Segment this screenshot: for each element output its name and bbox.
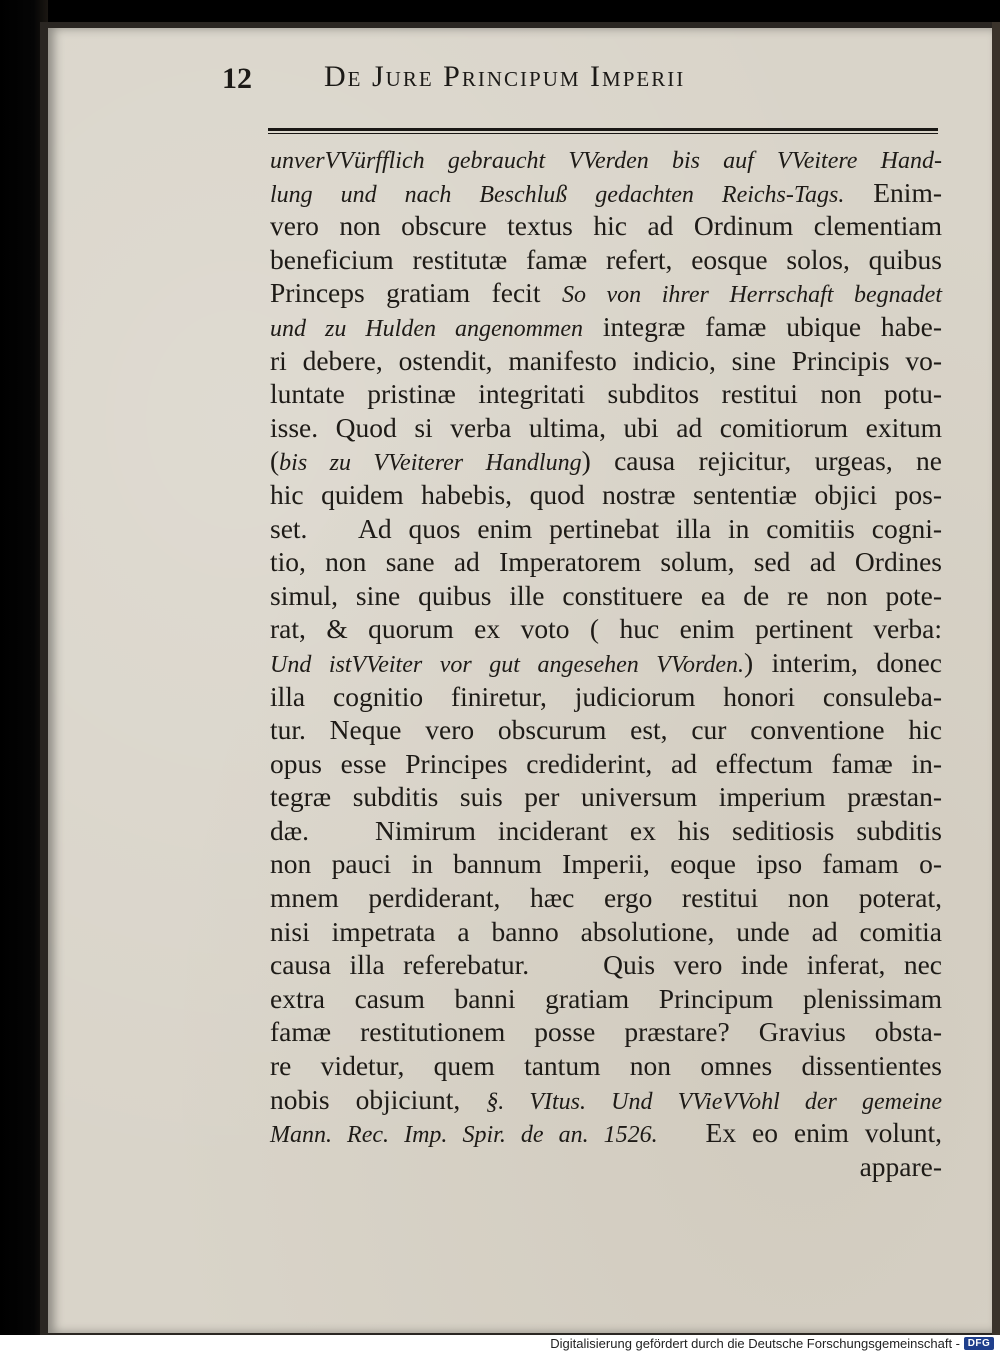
text-line: luntate pristinæ integritati subditos restitui non potu-: [270, 378, 942, 410]
text-line: non pauci in bannum Imperii, eoque ipso famam o-: [270, 848, 942, 880]
text-line: mnem perdiderant, hæc ergo restitui non poterat,: [270, 882, 942, 914]
text-line: tio, non sane ad Imperatorem solum, sed ad Ordines: [270, 546, 942, 578]
text-line: tegræ subditis suis per universum imperium præstan-: [270, 781, 942, 813]
text-line: (bis zu VVeiterer Handlung) causa rejicitur, urgeas, ne: [270, 445, 942, 477]
text-line: nisi impetrata a banno absolutione, unde ad comitia: [270, 915, 942, 947]
text-line: extra casum banni gratiam Principum plenissimam: [270, 982, 942, 1014]
text-line: unverVVürfflich gebraucht VVerden bis auf VVeitere Hand-: [270, 148, 942, 174]
text-line: rat, & quorum ex voto ( huc enim pertinent verba:: [270, 613, 942, 645]
text-line: hic quidem habebis, quod nostræ sententiæ objici pos-: [270, 478, 942, 510]
text-line: illa cognitio finiretur, judiciorum honori consuleba-: [270, 680, 942, 712]
text-line: beneficium restitutæ famæ refert, eosque solos, quibus: [270, 243, 942, 275]
footer-bar: [0, 1335, 1000, 1353]
text-line: nobis objiciunt, §. VItus. Und VVieVVohl der gemeine: [270, 1083, 942, 1115]
text-line: isse. Quod si verba ultima, ubi ad comitiorum exitum: [270, 411, 942, 443]
page-header: [222, 60, 902, 104]
text-line: tur. Neque vero obscurum est, cur conventione hic: [270, 714, 942, 746]
text-line: Mann. Rec. Imp. Spir. de an. 1526. Ex eo enim volunt,: [270, 1117, 942, 1149]
text-line: Und istVVeiter vor gut angesehen VVorden.) interim, donec: [270, 646, 942, 678]
text-line: simul, sine quibus ille constituere ea de re non pote-: [270, 579, 942, 611]
text-line: dæ. Nimirum inciderant ex his seditiosis subditis: [270, 814, 942, 846]
footer-credit: Digitalisierung gefördert durch die Deutsche Forschungsgemeinschaft -: [550, 1336, 960, 1351]
text-line: opus esse Principes crediderint, ad effectum famæ in-: [270, 747, 942, 779]
text-line: Princeps gratiam fecit So von ihrer Herrschaft begnadet: [270, 277, 943, 309]
body-text: [270, 142, 942, 1183]
text-line: famæ restitutionem posse præstare? Gravius obsta-: [270, 1016, 942, 1048]
scan-right-edge: [992, 22, 1000, 1335]
text-line: re videtur, quem tantum non omnes dissentientes: [270, 1050, 942, 1082]
text-line: lung und nach Beschluß gedachten Reichs-Tags. Enim-: [270, 176, 942, 208]
dfg-logo-icon: DFG: [964, 1337, 994, 1350]
text-line: causa illa referebatur. Quis vero inde inferat, nec: [270, 949, 942, 981]
page-number: 12: [222, 62, 252, 95]
text-line: appare-: [859, 1150, 942, 1182]
text-line: ri debere, ostendit, manifesto indicio, sine Principis vo-: [270, 344, 942, 376]
text-line: und zu Hulden angenommen integræ famæ ubique habe-: [270, 310, 943, 342]
running-title: De Jure Principum Imperii: [324, 60, 686, 93]
text-line: set. Ad quos enim pertinebat illa in comitiis cogni-: [270, 512, 942, 544]
header-rule: [268, 128, 938, 134]
text-line: vero non obscure textus hic ad Ordinum clementiam: [270, 210, 942, 242]
